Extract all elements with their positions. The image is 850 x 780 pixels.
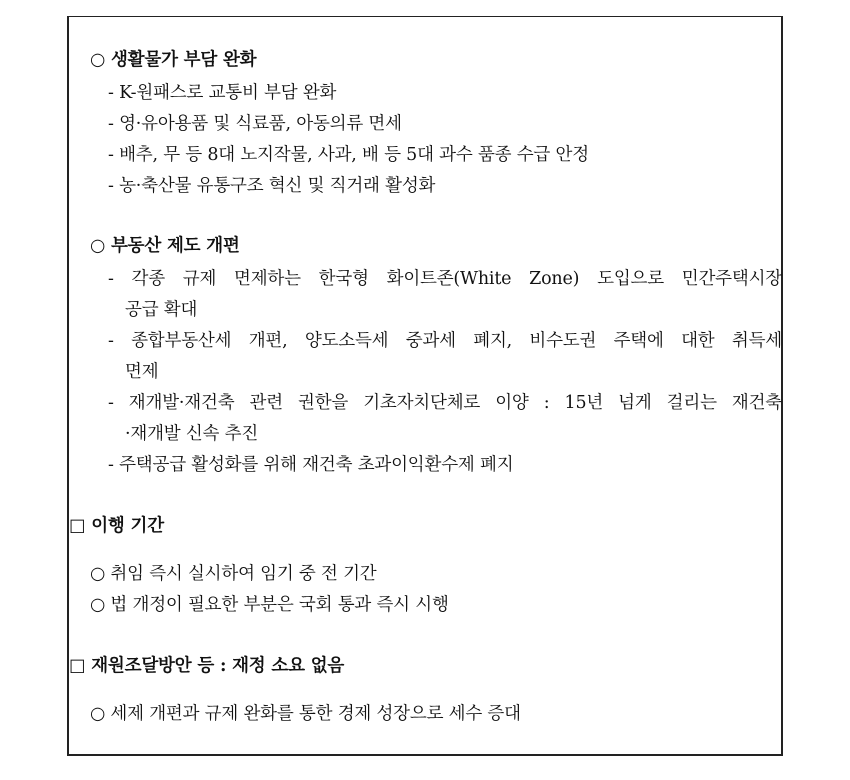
list-item: ○ 취임 즉시 실시하여 임기 중 전 기간 xyxy=(90,564,377,584)
list-item: - 영·유아용품 및 식료품, 아동의류 면세 xyxy=(108,114,402,134)
list-item: ○ 법 개정이 필요한 부분은 국회 통과 즉시 시행 xyxy=(90,595,449,615)
section-heading-funding: □ 재원조달방안 등 : 재정 소요 없음 xyxy=(69,656,345,676)
list-item: - 주택공급 활성화를 위해 재건축 초과이익환수제 폐지 xyxy=(108,455,514,475)
list-item: - 배추, 무 등 8대 노지작물, 사과, 배 등 5대 과수 품종 수급 안정 xyxy=(108,145,589,165)
list-item-continuation: 면제 xyxy=(125,362,159,382)
list-item-continuation: 공급 확대 xyxy=(125,300,198,320)
list-item: - 재개발·재건축 관련 권한을 기초자치단체로 이양 : 15년 넘게 걸리는 재건축 xyxy=(108,393,782,413)
list-item: - K-원패스로 교통비 부담 완화 xyxy=(108,83,337,103)
list-item: - 농·축산물 유통구조 혁신 및 직거래 활성화 xyxy=(108,176,436,196)
list-item: - 종합부동산세 개편, 양도소득세 중과세 폐지, 비수도권 주택에 대한 취득세 xyxy=(108,331,782,351)
section-heading-living-costs: ○ 생활물가 부담 완화 xyxy=(90,50,257,70)
list-item-continuation: ·재개발 신속 추진 xyxy=(125,424,259,444)
section-heading-implementation-period: □ 이행 기간 xyxy=(69,516,164,536)
list-item: - 각종 규제 면제하는 한국형 화이트존(White Zone) 도입으로 민간주택시장 xyxy=(108,269,782,289)
section-heading-real-estate: ○ 부동산 제도 개편 xyxy=(90,236,240,256)
list-item: ○ 세제 개편과 규제 완화를 통한 경제 성장으로 세수 증대 xyxy=(90,704,521,724)
